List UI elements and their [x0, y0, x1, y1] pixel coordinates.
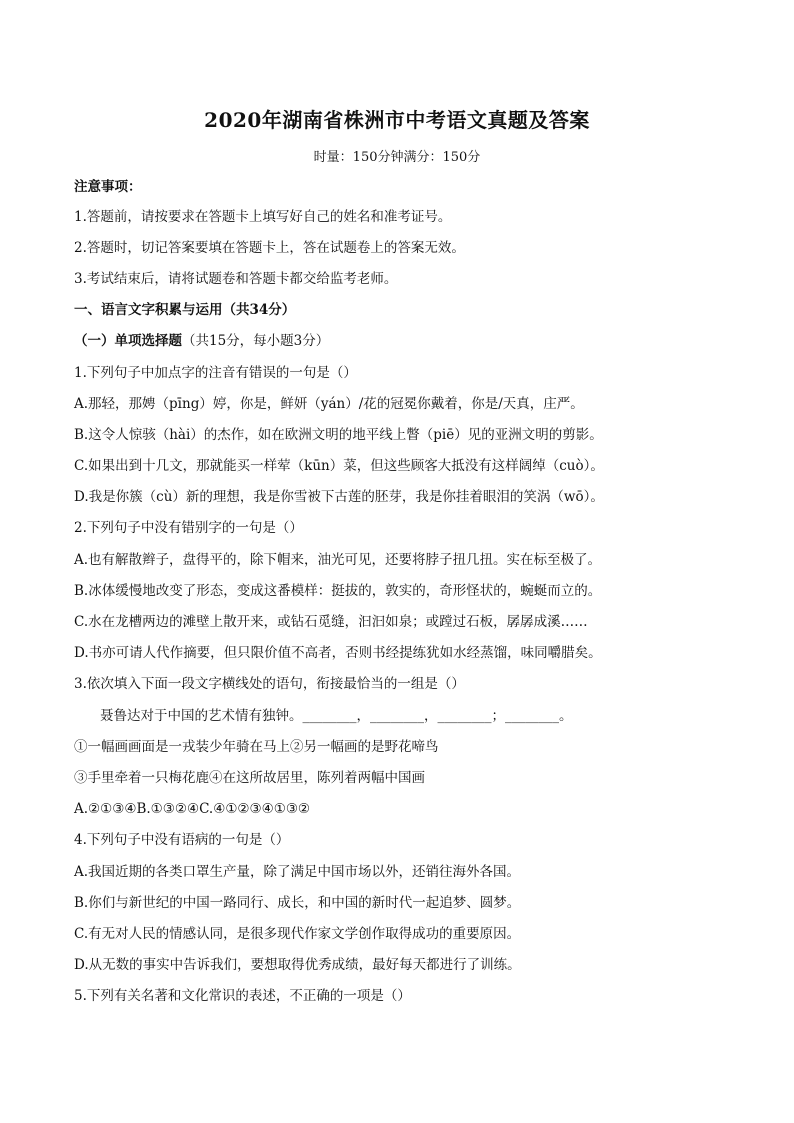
answer-option: C.如果出到十几文，那就能买一样荤（kūn）菜，但这些顾客大抵没有这样阔绰（cuò）。 — [74, 458, 604, 474]
answer-option: B.你们与新世纪的中国一路同行、成长，和中国的新时代一起追梦、圆梦。 — [74, 895, 521, 911]
question-passage: 聂鲁达对于中国的艺术情有独钟。________，________，________；________。 — [100, 708, 573, 724]
notice-item: 1.答题前，请按要求在答题卡上填写好自己的姓名和准考证号。 — [74, 209, 452, 225]
answer-option: A.也有解散辫子，盘得平的，除下帽来，油光可见，还要将脖子扭几扭。实在标至极了。 — [74, 552, 602, 568]
answer-option: A.那轻，那娉（pīng）婷，你是，鲜妍（yán）/花的冠冕你戴着，你是/天真，庄严。 — [74, 396, 584, 412]
subsection-heading — [74, 332, 754, 350]
section-heading: 一、语言文字积累与运用（共34分） — [74, 302, 296, 318]
answer-option: B.冰体缓慢地改变了形态，变成这番模样：挺拔的，敦实的，奇形怪状的，蜿蜒而立的。 — [74, 583, 602, 599]
answer-option: C.水在龙槽两边的滩壁上散开来，或钻石觅缝，汩汩如泉；或蹚过石板，孱孱成溪…… — [74, 614, 588, 630]
notice-item: 3.考试结束后，请将试题卷和答题卡都交给监考老师。 — [74, 271, 398, 287]
sentence-items: ③手里牵着一只梅花鹿④在这所故居里，陈列着两幅中国画 — [74, 770, 425, 786]
subsection-note: （共15分，每小题3分） — [182, 333, 330, 349]
exam-time-score: 时量：150分钟满分：150分 — [313, 150, 481, 165]
notice-item: 2.答题时，切记答案要填在答题卡上，答在试题卷上的答案无效。 — [74, 240, 465, 256]
answer-option: A.我国近期的各类口罩生产量，除了满足中国市场以外，还销往海外各国。 — [74, 864, 521, 880]
answer-option: D.从无数的事实中告诉我们，要想取得优秀成绩，最好每天都进行了训练。 — [74, 957, 521, 973]
answer-option: D.我是你簇（cù）新的理想，我是你雪被下古莲的胚芽，我是你挂着眼泪的笑涡（wō）。 — [74, 489, 604, 505]
answer-options: A.②①③④B.①③②④C.④①②③④①③② — [74, 801, 311, 817]
question-stem: 1.下列句子中加点字的注音有错误的一句是（） — [74, 365, 357, 381]
question-stem: 2.下列句子中没有错别字的一句是（） — [74, 520, 303, 536]
notice-heading: 注意事项： — [74, 179, 142, 195]
question-stem: 5.下列有关名著和文化常识的表述，不正确的一项是（） — [74, 988, 411, 1004]
page-title: 2020年湖南省株洲市中考语文真题及答案 — [204, 108, 590, 132]
question-stem: 3.依次填入下面一段文字横线处的语句，衔接最恰当的一组是（） — [74, 676, 465, 692]
answer-option: B.这令人惊骇（hài）的杰作，如在欧洲文明的地平线上瞥（piē）见的亚洲文明的剪影。 — [74, 427, 603, 443]
sentence-items: ①一幅画画面是一戎装少年骑在马上②另一幅画的是野花啼鸟 — [74, 739, 439, 755]
answer-option: C.有无对人民的情感认同，是很多现代作家文学创作取得成功的重要原因。 — [74, 926, 521, 942]
subsection-title: （一）单项选择题 — [74, 333, 182, 349]
answer-option: D.书亦可请人代作摘要，但只限价值不高者，否则书经提练犹如水经蒸馏，味同嚼腊矣。 — [74, 645, 602, 661]
question-stem: 4.下列句子中没有语病的一句是（） — [74, 832, 290, 848]
